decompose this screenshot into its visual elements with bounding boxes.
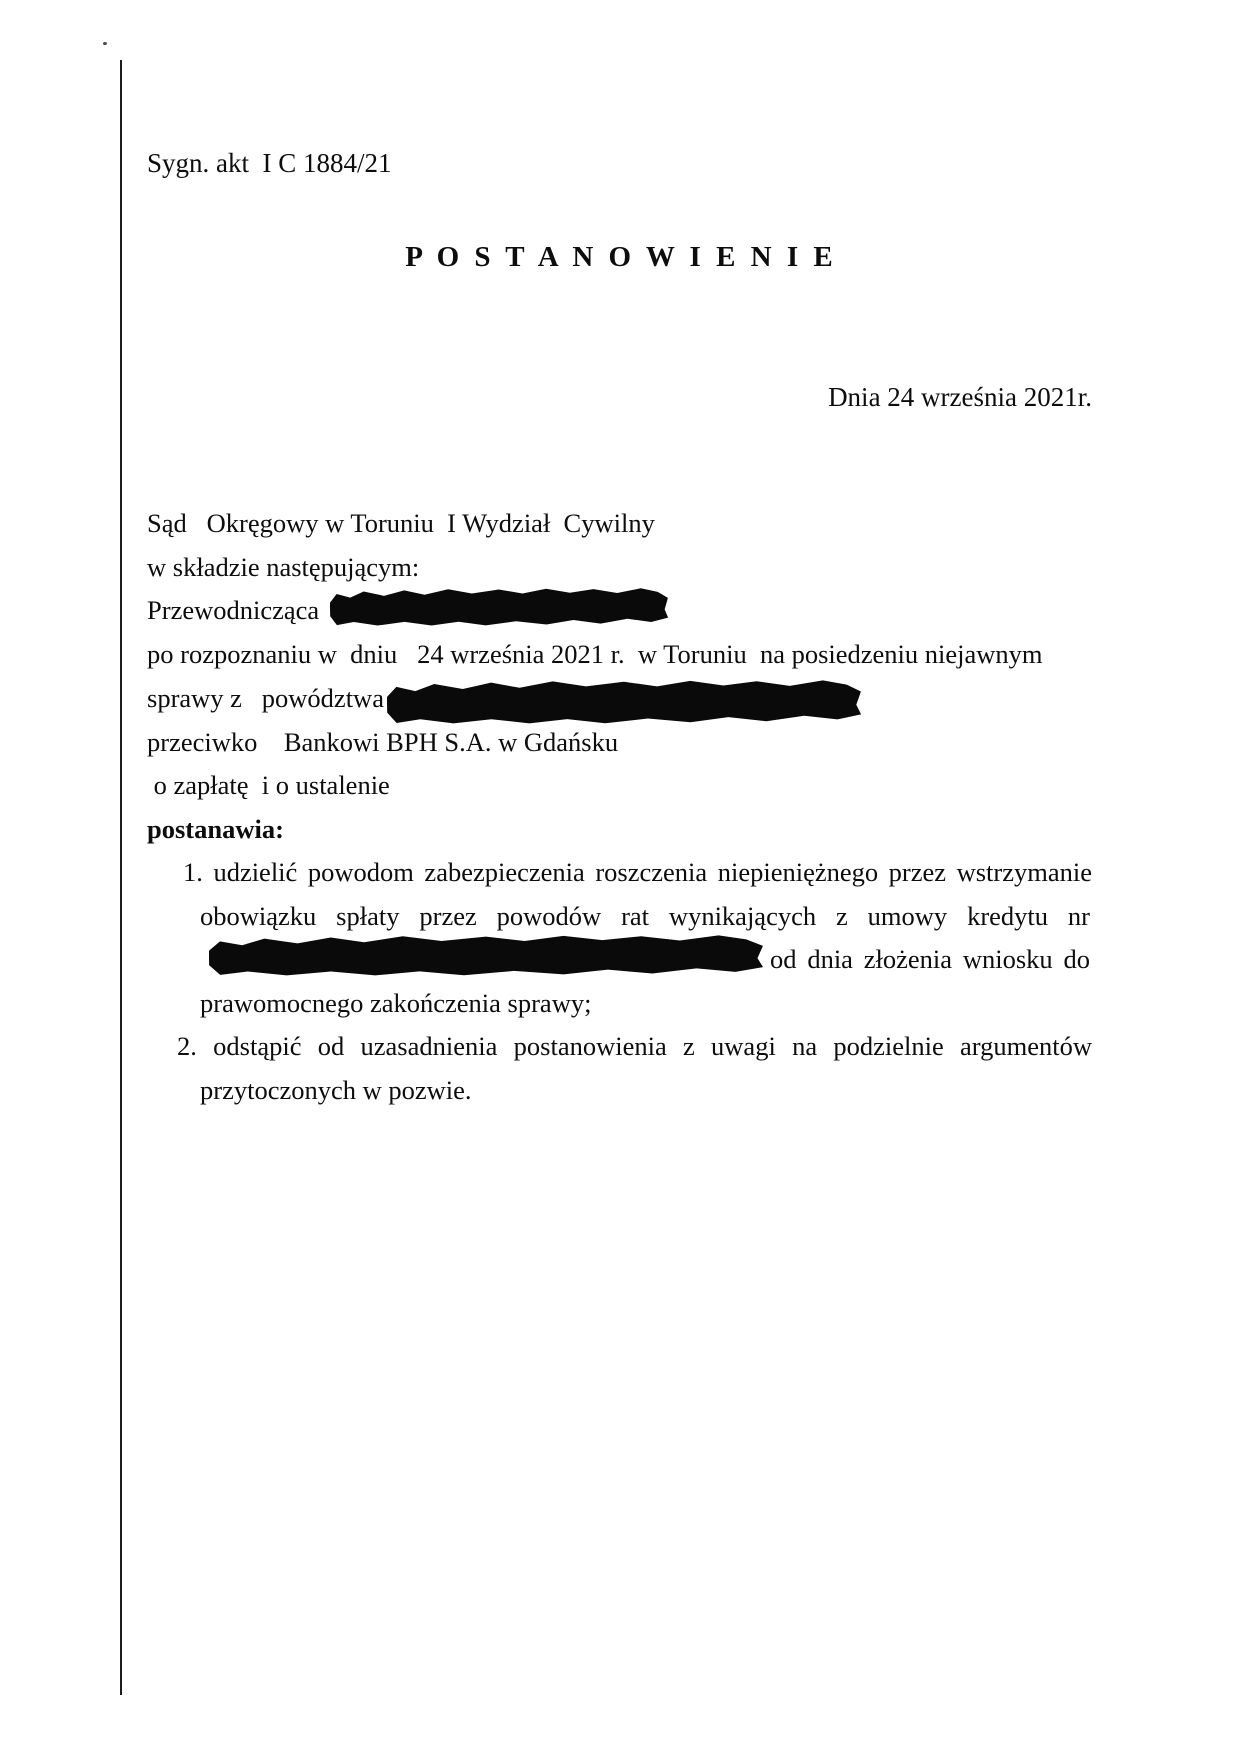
redaction-bar-judge-name xyxy=(330,587,668,628)
order-item-1-line-1 xyxy=(183,854,1092,890)
item-1-text: udzielić powodom zabezpieczenia roszczenia niepieniężnego przez wstrzymanie xyxy=(213,857,1092,887)
scan-speck xyxy=(103,42,107,45)
item-2-text: odstąpić od uzasadnienia postanowienia z uwagi na podzielnie argumentów xyxy=(213,1031,1093,1061)
redaction-bar-credit-number xyxy=(209,934,763,978)
date-line: Dnia 24 września 2021r. xyxy=(828,382,1092,412)
redaction-bar-plaintiffs xyxy=(387,678,861,725)
hearing-line: po rozpoznaniu w dniu 24 września 2021 r. w Toruniu na posiedzeniu niejawnym xyxy=(147,639,1043,669)
subject-line: o zapłatę i o ustalenie xyxy=(147,770,390,800)
presiding-label: Przewodnicząca xyxy=(147,595,320,625)
document-title: P O S T A N O W I E N I E xyxy=(405,241,834,273)
item-1-number: 1. xyxy=(183,857,203,887)
case-number: Sygn. akt I C 1884/21 xyxy=(147,148,392,178)
defendant-line: przeciwko Bankowi BPH S.A. w Gdańsku xyxy=(147,727,619,757)
court-name-line: Sąd Okręgowy w Toruniu I Wydział Cywilny xyxy=(147,508,655,538)
order-item-1-line-3: od dnia złożenia wniosku do xyxy=(770,944,1090,974)
order-item-1-line-2: obowiązku spłaty przez powodów rat wynikających z umowy kredytu nr xyxy=(200,901,1090,931)
panel-line: w składzie następującym: xyxy=(147,552,420,582)
order-item-2-line-1 xyxy=(177,1028,1092,1064)
order-item-2-line-2: przytoczonych w pozwie. xyxy=(200,1075,472,1105)
decides-label: postanawia: xyxy=(147,814,284,844)
item-2-number: 2. xyxy=(177,1031,197,1061)
left-margin-rule xyxy=(120,60,122,1695)
order-item-1-line-4: prawomocnego zakończenia sprawy; xyxy=(200,988,592,1018)
claim-label: sprawy z powództwa xyxy=(147,683,384,713)
